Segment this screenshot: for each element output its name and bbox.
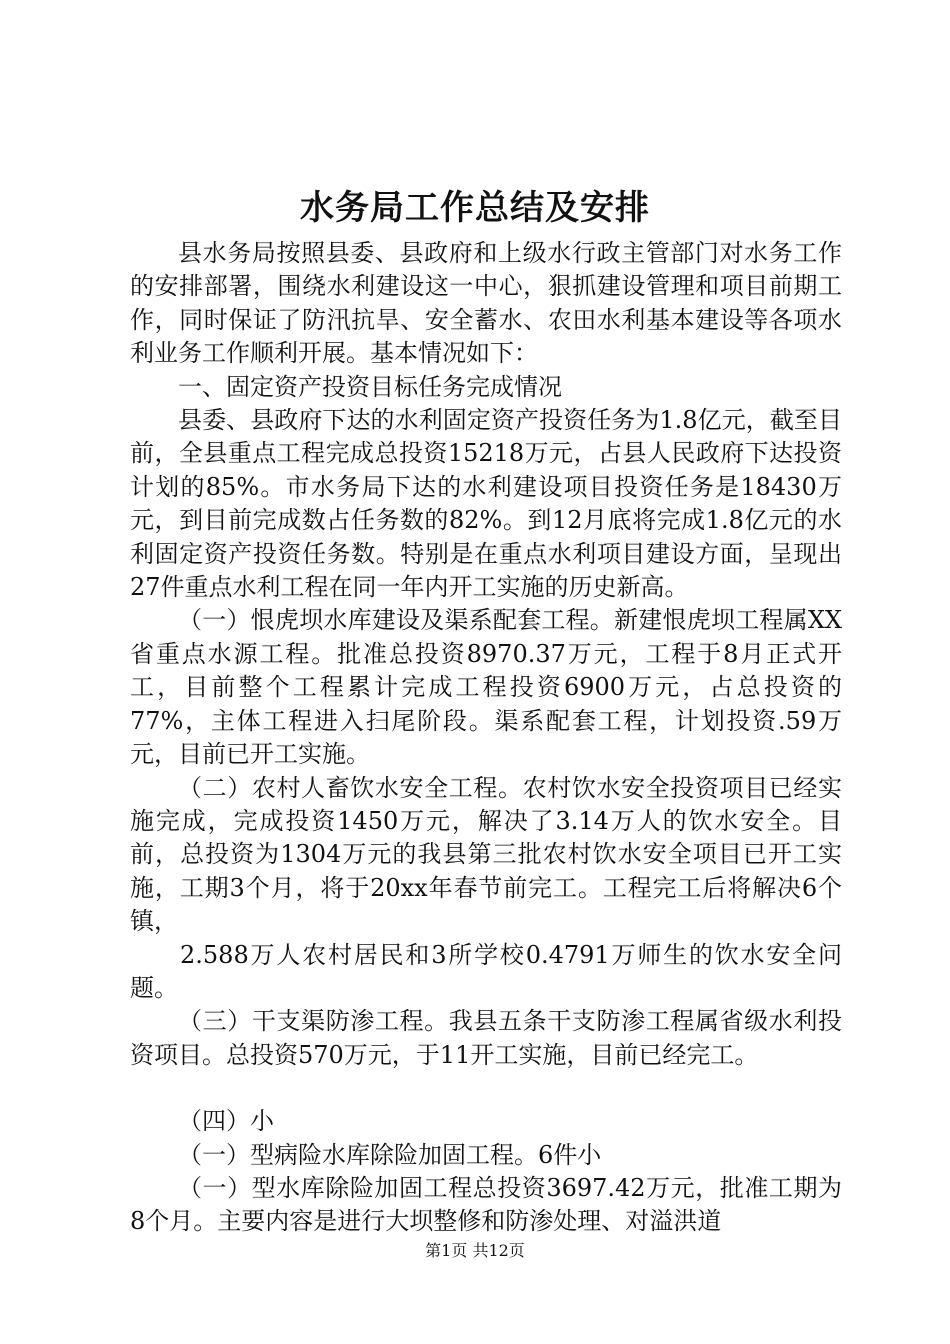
paragraph-item-2-cont: 2.588万人农村居民和3所学校0.4791万师生的饮水安全问题。 bbox=[130, 940, 842, 1002]
paragraph-item-2: （二）农村人畜饮水安全工程。农村饮水安全投资项目已经实施完成，完成投资1450万元，解决了3.14万人的饮水安全。目前，总投资为1304万元的我县第三批农村饮水安全项目已开工实施，工期3个月，将于20xx年春节前完工。工程完工后将解决6个镇， bbox=[130, 773, 842, 936]
section-heading-1: 一、固定资产投资目标任务完成情况 bbox=[178, 372, 562, 401]
paragraph-item-4: （四）小 bbox=[178, 1107, 274, 1136]
document-body bbox=[130, 237, 842, 1239]
paragraph-intro: 县水务局按照县委、县政府和上级水行政主管部门对水务工作的安排部署，围绕水利建设这一中心，狠抓建设管理和项目前期工作，同时保证了防汛抗旱、安全蓄水、农田水利基本建设等各项水利业务工作顺利开展。基本情况如下： bbox=[130, 239, 842, 368]
paragraph-gap bbox=[130, 1072, 842, 1105]
page-footer: 第1页 共12页 bbox=[425, 1241, 525, 1260]
paragraph-item-3: （三）干支渠防渗工程。我县五条干支防渗工程属省级水利投资项目。总投资570万元，于11开工实施，目前已经完工。 bbox=[130, 1007, 842, 1069]
paragraph-item-1: （一）恨虎坝水库建设及渠系配套工程。新建恨虎坝工程属XX省重点水源工程。批准总投资8970.37万元，工程于8月正式开工，目前整个工程累计完成工程投资6900万元，占总投资的77%，主体工程进入扫尾阶段。渠系配套工程，计划投资.59万元，目前已开工实施。 bbox=[130, 606, 842, 769]
document-title: 水务局工作总结及安排 bbox=[300, 188, 650, 228]
paragraph-item-4-detail: （一）型水库除险加固工程总投资3697.42万元，批准工期为8个月。主要内容是进行大坝整修和防渗处理、对溢洪道 bbox=[130, 1173, 842, 1236]
paragraph-investment: 县委、县政府下达的水利固定资产投资任务为1.8亿元，截至目前，全县重点工程完成总投资15218万元，占县人民政府下达投资计划的85%。市水务局下达的水利建设项目投资任务是18430万元，到目前完成数占任务数的82%。到12月底将完成1.8亿元的水利固定资产投资任务数。特别是在重点水利项目建设方面，呈现出27件重点水利工程在同一年内开工实施的历史新高。 bbox=[130, 406, 842, 602]
paragraph-item-4-sub: （一）型病险水库除险加固工程。6件小 bbox=[178, 1140, 602, 1169]
